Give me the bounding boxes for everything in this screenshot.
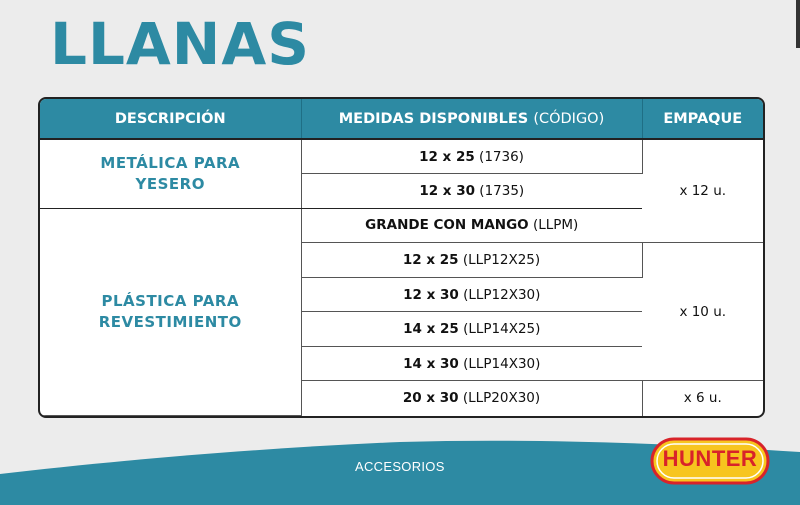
header-packaging: EMPAQUE [642,99,763,139]
measure-cell: GRANDE CON MANGO (LLPM) [301,208,642,243]
measure-cell: 12 x 30 (LLP12X30) [301,277,642,312]
edge-bar [796,0,800,48]
header-description: DESCRIPCIÓN [40,99,301,139]
packaging-cell: x 12 u. [642,139,763,243]
page-title: LLANAS [50,10,311,78]
measure-cell: 12 x 25 (LLP12X25) [301,243,642,278]
measure-cell: 20 x 30 (LLP20X30) [301,381,642,416]
measure-cell: 12 x 30 (1735) [301,174,642,209]
packaging-cell: x 10 u. [642,243,763,381]
measure-cell: 14 x 30 (LLP14X30) [301,346,642,381]
table-row [40,139,763,174]
header-measures: MEDIDAS DISPONIBLES (CÓDIGO) [301,99,642,139]
footer-label: ACCESORIOS [355,459,445,474]
measure-cell: 12 x 25 (1736) [301,139,642,174]
category-metalica: METÁLICA PARA YESERO [40,139,301,208]
brand-logo-text: HUNTER [662,446,758,471]
packaging-cell: x 6 u. [683,390,722,407]
category-plastica: PLÁSTICA PARA REVESTIMIENTO [40,208,301,415]
product-table [38,97,765,418]
measure-cell: 14 x 25 (LLP14X25) [301,312,642,347]
